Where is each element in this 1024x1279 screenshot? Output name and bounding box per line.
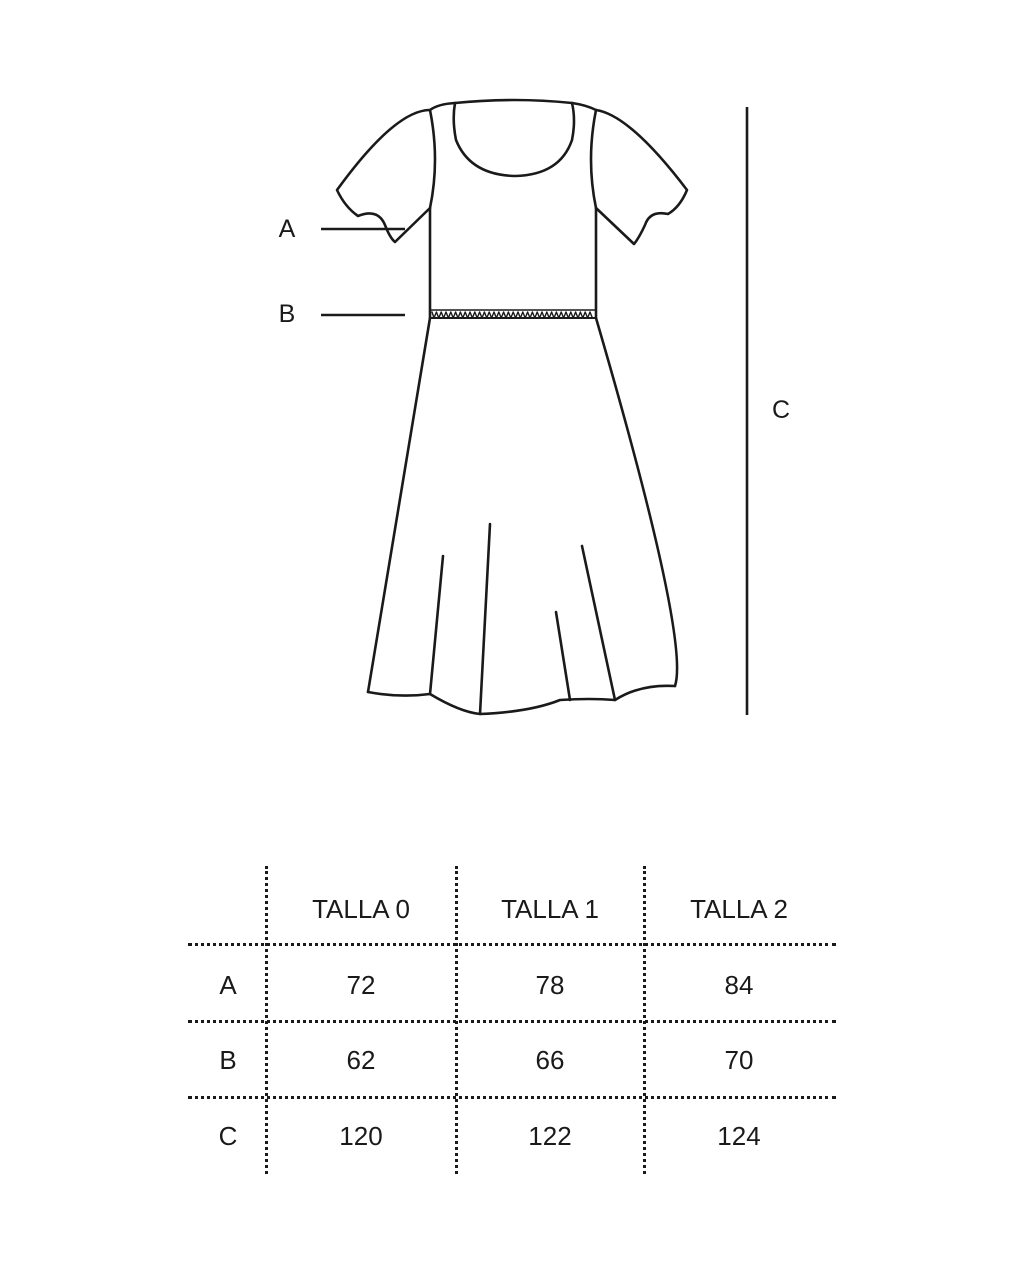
table-row-label: A (219, 970, 237, 1000)
table-header-talla-0: TALLA 0 (312, 894, 410, 924)
measure-a (279, 215, 405, 243)
table-cell: 78 (535, 970, 565, 1000)
dress-outline (337, 100, 687, 714)
skirt-fold-2 (480, 524, 490, 714)
dress-skirt-left (368, 318, 430, 692)
measure-b (279, 300, 405, 328)
dress-sleeve-right (596, 110, 687, 244)
skirt-fold-1 (430, 556, 443, 694)
table-cell: 84 (724, 970, 754, 1000)
table-cell: 70 (724, 1045, 754, 1075)
table-hline-2 (188, 1020, 836, 1023)
table-vline-2 (455, 866, 458, 1174)
dress-hem (368, 686, 675, 714)
table-cell: 72 (346, 970, 376, 1000)
table-cell: 124 (717, 1121, 761, 1151)
measure-a-label: A (278, 215, 296, 243)
skirt-fold-4 (582, 546, 615, 700)
measure-c-label: C (771, 396, 791, 424)
table-row-label: B (219, 1045, 237, 1075)
dress-sleeve-left (337, 110, 430, 242)
table-cell: 62 (346, 1045, 376, 1075)
table-vline-3 (643, 866, 646, 1174)
table-cell: 66 (535, 1045, 565, 1075)
measure-c (747, 107, 790, 715)
table-hline-3 (188, 1096, 836, 1099)
dress-neckline (454, 103, 574, 176)
table-header-talla-2: TALLA 2 (690, 894, 788, 924)
table-row-label: C (218, 1121, 238, 1151)
dress-bodice-left (430, 110, 435, 318)
measure-b-label: B (278, 300, 296, 328)
table-header-talla-1: TALLA 1 (501, 894, 599, 924)
table-vline-1 (265, 866, 268, 1174)
table-cell: 120 (339, 1121, 383, 1151)
table-hline-1 (188, 943, 836, 946)
dress-skirt-right (596, 318, 677, 686)
table-cell: 122 (528, 1121, 572, 1151)
skirt-fold-3 (556, 612, 570, 700)
dress-bodice-right (591, 110, 596, 318)
table-header-empty (190, 889, 266, 929)
